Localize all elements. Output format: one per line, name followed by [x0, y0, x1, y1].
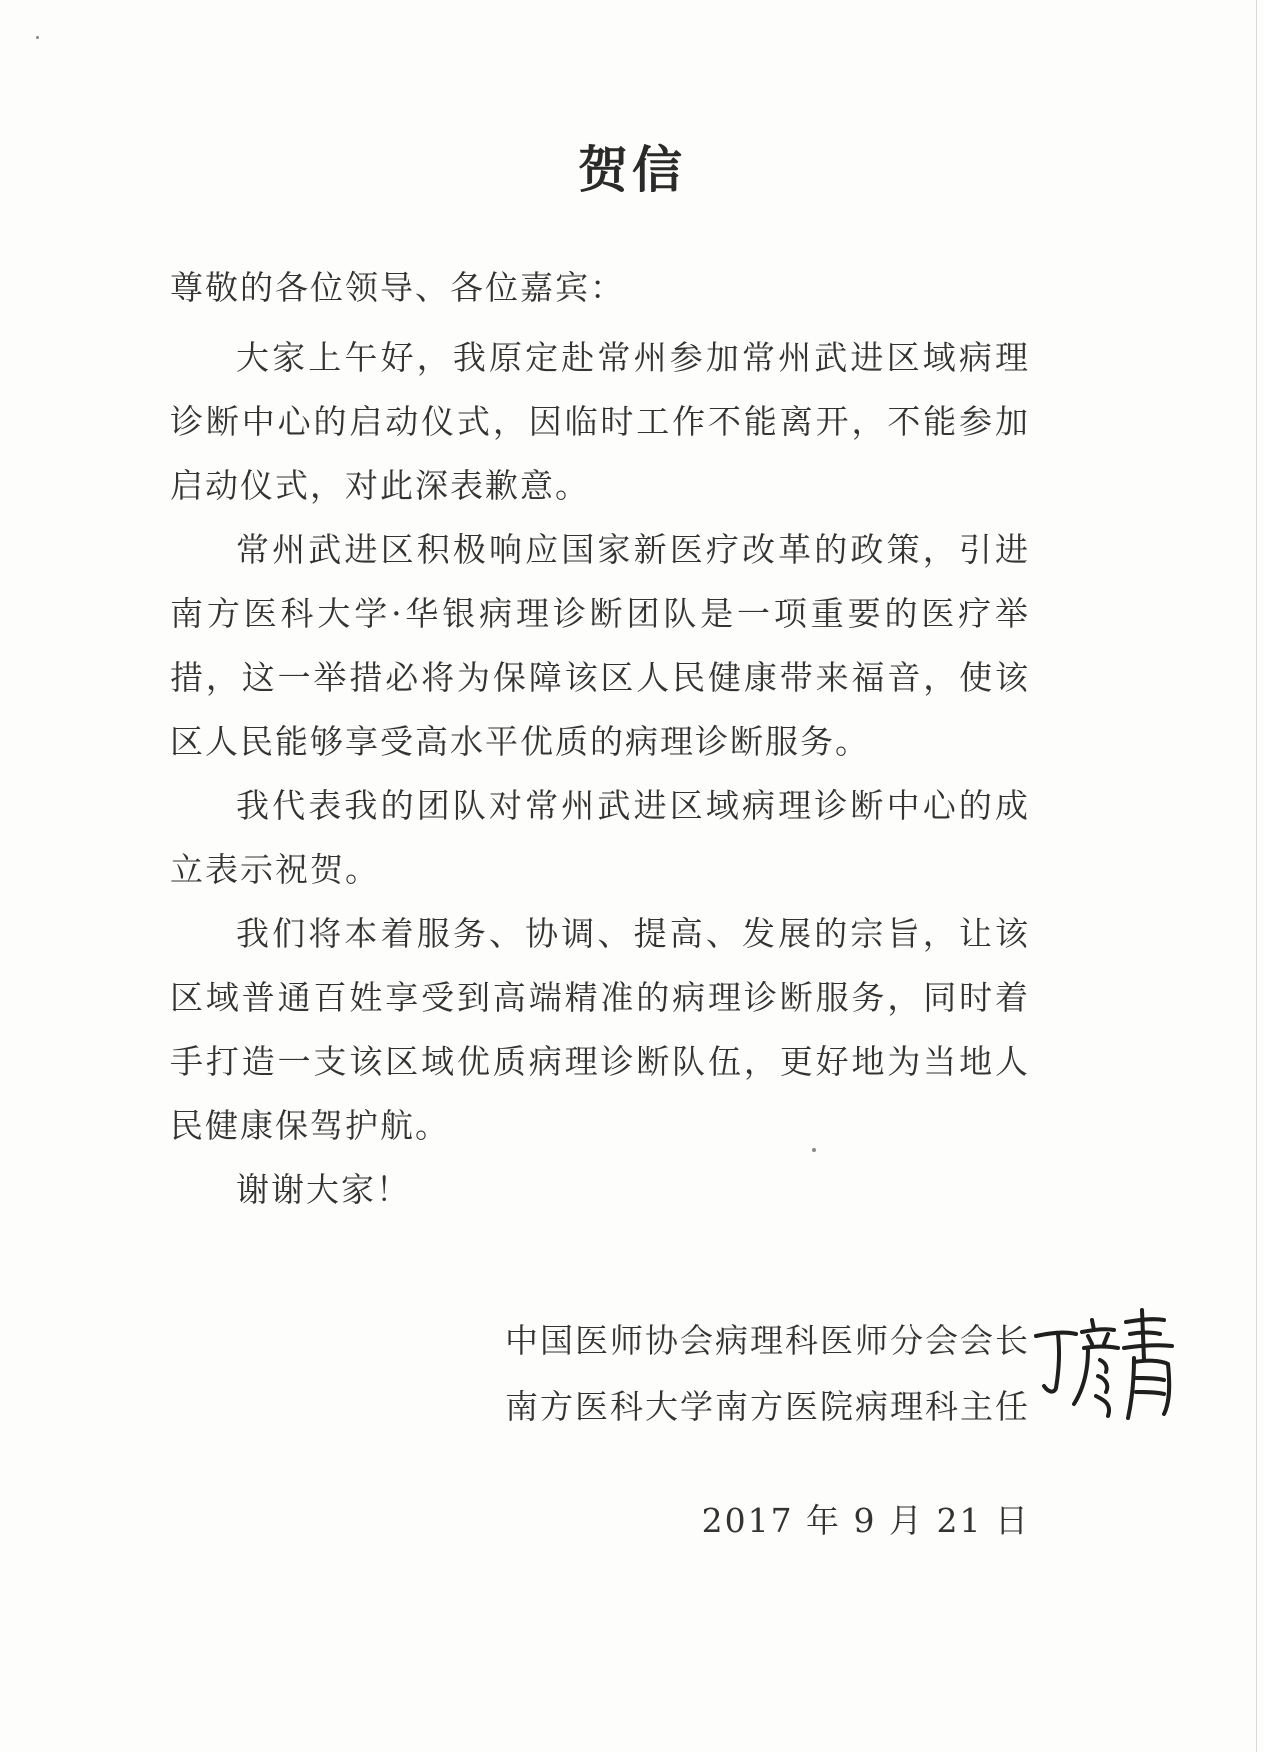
paragraph-1: 大家上午好，我原定赴常州参加常州武进区域病理诊断中心的启动仪式，因临时工作不能离开，不能参加启动仪式，对此深表歉意。	[170, 338, 1030, 505]
signer-title-1: 中国医师协会病理科医师分会会长	[505, 1321, 1030, 1360]
paragraph-3: 我代表我的团队对常州武进区域病理诊断中心的成立表示祝贺。	[170, 786, 1030, 889]
letter-date: 2017 年 9 月 21 日	[701, 1501, 1030, 1540]
salutation: 尊敬的各位领导、各位嘉宾：	[170, 268, 625, 307]
scan-edge-line	[1256, 0, 1257, 1752]
closing-line: 谢谢大家！	[236, 1170, 411, 1209]
handwritten-signature	[1030, 1300, 1190, 1430]
signer-title-2: 南方医科大学南方医院病理科主任	[505, 1387, 1030, 1426]
letter-title: 贺信	[578, 140, 686, 199]
signer-block	[490, 1308, 1030, 1440]
scan-speck	[36, 36, 39, 39]
paragraph-4: 我们将本着服务、协调、提高、发展的宗旨，让该区域普通百姓享受到高端精准的病理诊断服务，同时着手打造一支该区域优质病理诊断队伍，更好地为当地人民健康保驾护航。	[170, 914, 1030, 1145]
letter-body	[170, 326, 1030, 1222]
paragraph-2: 常州武进区积极响应国家新医疗改革的政策，引进南方医科大学·华银病理诊断团队是一项重要的医疗举措，这一举措必将为保障该区人民健康带来福音，使该区人民能够享受高水平优质的病理诊断服务。	[170, 530, 1030, 761]
